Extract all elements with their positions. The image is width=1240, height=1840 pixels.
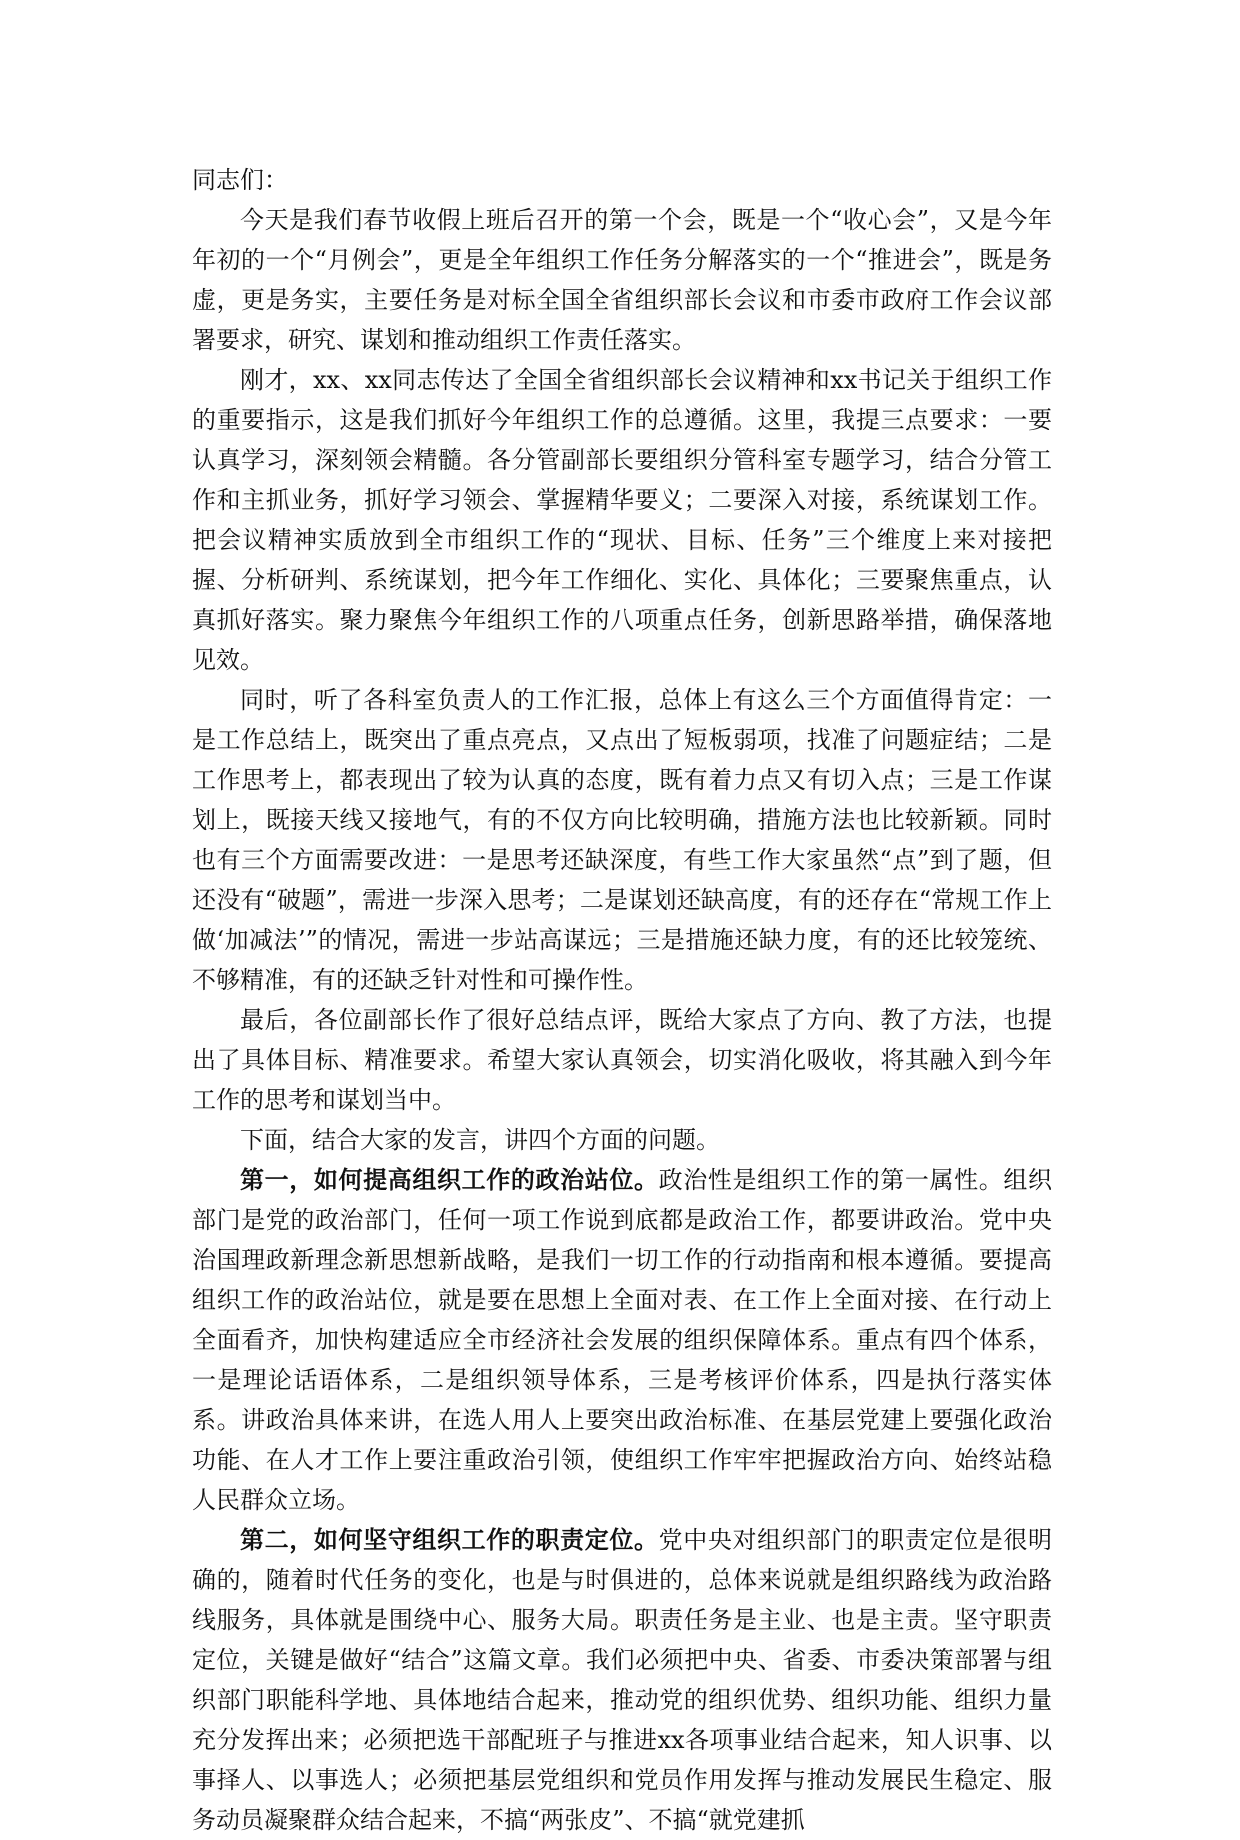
paragraph-7 xyxy=(192,1520,1052,1840)
paragraph-text: 下面，结合大家的发言，讲四个方面的问题。 xyxy=(240,1126,720,1154)
paragraph-text: 最后，各位副部长作了很好总结点评，既给大家点了方向、教了方法，也提出了具体目标、精准要求。希望大家认真领会，切实消化吸收，将其融入到今年工作的思考和谋划当中。 xyxy=(192,1006,1052,1114)
paragraph-6 xyxy=(192,1160,1052,1520)
document-page xyxy=(192,160,1052,1840)
section-heading-2: 第二，如何坚守组织工作的职责定位。 xyxy=(240,1525,659,1554)
paragraph-4 xyxy=(192,1000,1052,1120)
paragraph-text: 党中央对组织部门的职责定位是很明确的，随着时代任务的变化，也是与时俱进的，总体来说就是组织路线为政治路线服务，具体就是围绕中心、服务大局。职责任务是主业、也是主责。坚守职责定位，关键是做好“结合”这篇文章。我们必须把中央、省委、市委决策部署与组织部门职能科学地、具体地结合起来，推动党的组织优势、组织功能、组织力量充分发挥出来；必须把选干部配班子与推进xx各项事业结合起来，知人识事、以事择人、以事选人；必须把基层党组织和党员作用发挥与推动发展民生稳定、服务动员凝聚群众结合起来，不搞“两张皮”、不搞“就党建抓 xyxy=(192,1526,1052,1834)
paragraph-text: 政治性是组织工作的第一属性。组织部门是党的政治部门，任何一项工作说到底都是政治工作，都要讲政治。党中央治国理政新理念新思想新战略，是我们一切工作的行动指南和根本遵循。要提高组织工作的政治站位，就是要在思想上全面对表、在工作上全面对接、在行动上全面看齐，加快构建适应全市经济社会发展的组织保障体系。重点有四个体系，一是理论话语体系，二是组织领导体系，三是考核评价体系，四是执行落实体系。讲政治具体来讲，在选人用人上要突出政治标准、在基层党建上要强化政治功能、在人才工作上要注重政治引领，使组织工作牢牢把握政治方向、始终站稳人民群众立场。 xyxy=(192,1166,1052,1514)
paragraph-3 xyxy=(192,680,1052,1000)
paragraph-5 xyxy=(192,1120,1052,1160)
paragraph-text: 刚才，xx、xx同志传达了全国全省组织部长会议精神和xx书记关于组织工作的重要指示，这是我们抓好今年组织工作的总遵循。这里，我提三点要求：一要认真学习，深刻领会精髓。各分管副部长要组织分管科室专题学习，结合分管工作和主抓业务，抓好学习领会、掌握精华要义；二要深入对接，系统谋划工作。把会议精神实质放到全市组织工作的“现状、目标、任务”三个维度上来对接把握、分析研判、系统谋划，把今年工作细化、实化、具体化；三要聚焦重点，认真抓好落实。聚力聚焦今年组织工作的八项重点任务，创新思路举措，确保落地见效。 xyxy=(192,366,1052,674)
paragraph-2 xyxy=(192,360,1052,680)
paragraph-text: 今天是我们春节收假上班后召开的第一个会，既是一个“收心会”，又是今年年初的一个“月例会”，更是全年组织工作任务分解落实的一个“推进会”，既是务虚，更是务实，主要任务是对标全国全省组织部长会议和市委市政府工作会议部署要求，研究、谋划和推动组织工作责任落实。 xyxy=(192,206,1052,354)
salutation: 同志们： xyxy=(192,166,288,194)
paragraph-1 xyxy=(192,200,1052,360)
section-heading-1: 第一，如何提高组织工作的政治站位。 xyxy=(240,1165,659,1194)
paragraph-text: 同时，听了各科室负责人的工作汇报，总体上有这么三个方面值得肯定：一是工作总结上，既突出了重点亮点，又点出了短板弱项，找准了问题症结；二是工作思考上，都表现出了较为认真的态度，既有着力点又有切入点；三是工作谋划上，既接天线又接地气，有的不仅方向比较明确，措施方法也比较新颖。同时也有三个方面需要改进：一是思考还缺深度，有些工作大家虽然“点”到了题，但还没有“破题”，需进一步深入思考；二是谋划还缺高度，有的还存在“常规工作上做‘加减法’”的情况，需进一步站高谋远；三是措施还缺力度，有的还比较笼统、不够精准，有的还缺乏针对性和可操作性。 xyxy=(192,686,1052,994)
